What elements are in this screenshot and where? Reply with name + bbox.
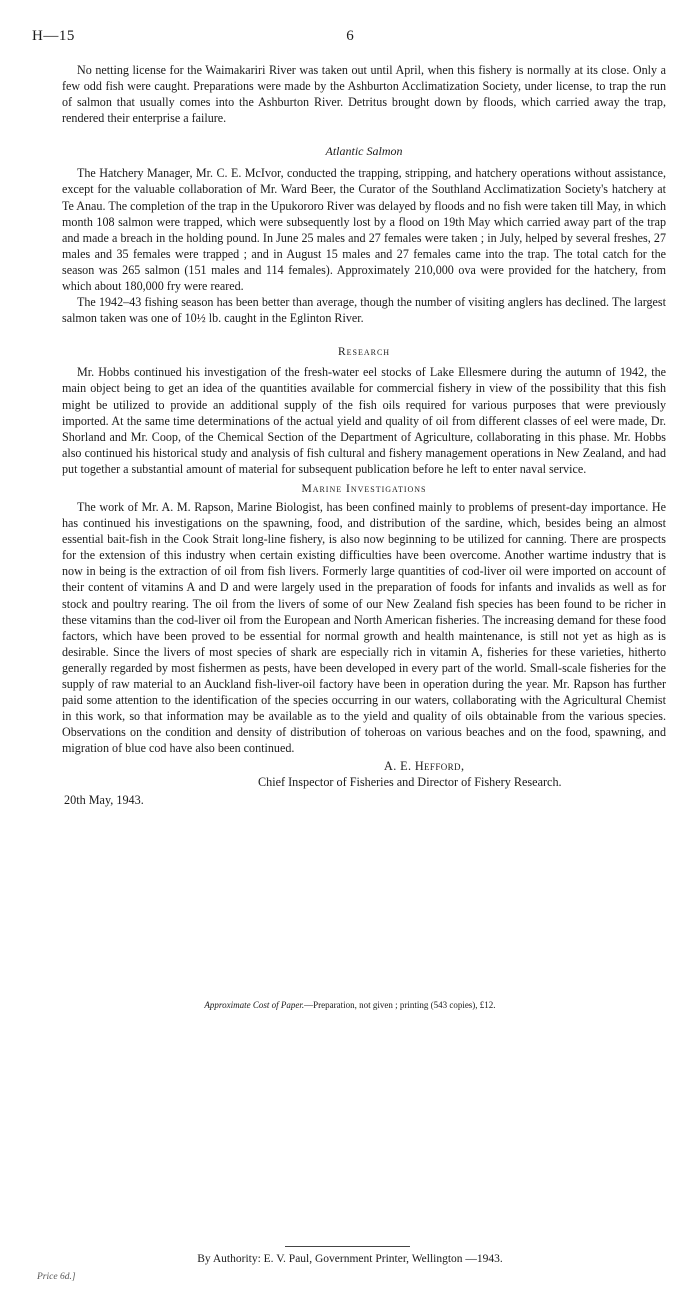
authority-line: By Authority: E. V. Paul, Government Printer, Wellington —1943. (197, 1253, 503, 1265)
document-body (62, 62, 666, 808)
document-reference: H—15 (32, 28, 75, 44)
signature-title: Chief Inspector of Fisheries and Director of Fishery Research. (258, 775, 562, 790)
cost-text: —Preparation, not given ; printing (543 copies), £12. (304, 1000, 496, 1010)
signature-name: A. E. Hefford, (384, 759, 465, 774)
cost-note (0, 1000, 700, 1010)
paragraph-research-1: Mr. Hobbs continued his investigation of the fresh-water eel stocks of Lake Ellesmere during the autumn of 1942, the main object being to get an idea of the quantities available for commercial fishery in view of the possibility that this fish might be utilized to provide an additional supply of the fish oils required for various purposes that were previously imported. At the same time determinations of the actual yield and quality of oil from different classes of eel were made, Dr. Shorland and Mr. Coop, of the Chemical Section of the Department of Agriculture, collaborating in this phase. Mr. Hobbs also continued his historical study and analysis of fish cultural and fishery management operations in New Zealand, and had put together a substantial amount of material for subsequent publication before he left to enter naval service. (62, 365, 666, 476)
section-heading-research: Research (337, 346, 391, 359)
page-number: 6 (346, 28, 354, 44)
section-heading-marine-investigations: Marine Investigations (301, 482, 427, 495)
paragraph-netting: No netting license for the Waimakariri River was taken out until April, when this fishery is normally at its close. Only a few odd fish were caught. Preparations were made by the Ashburton Acclimatization Society, under license, to trap the run of salmon that usually comes into the Ashburton River. Detritus brought down by floods, which carried away the trap, rendered their enterprise a failure. (62, 63, 666, 126)
paragraph-atlantic-1: The Hatchery Manager, Mr. C. E. McIvor, conducted the trapping, stripping, and hatchery operations without assistance, except for the valuable collaboration of Mr. Ward Beer, the Curator of the Southland Acclimatization Society's hatchery at Te Anau. The completion of the trap in the Upukororo River was delayed by floods and no fish were taken till May, in which month 108 salmon were trapped, which were subsequently lost by a flood on 19th May which carried away part of the trap and made a breach in the holding pound. In June 25 males and 27 females were taken ; in July, helped by several freshes, 27 males and 35 females were trapped ; and in August 15 males and 27 females came into the trap. The total catch for the season was 265 salmon (151 males and 114 females). Approximately 210,000 ova were provided for the hatchery, from which about 180,000 fry were reared. (62, 166, 666, 294)
paragraph-atlantic-2: The 1942–43 fishing season has been better than average, though the number of visiting anglers has declined. The largest salmon taken was one of 10½ lb. caught in the Eglinton River. (62, 295, 666, 326)
price-note: Price 6d.] (37, 1272, 76, 1282)
document-date: 20th May, 1943. (64, 793, 144, 808)
paragraph-marine-1: The work of Mr. A. M. Rapson, Marine Biologist, has been confined mainly to problems of present-day importance. He has continued his investigations on the spawning, food, and distribution of the sardine, which, besides being an almost essential bait-fish in the Cook Strait long-line fishery, is also now beginning to be utilized for canning. There are prospects for the extension of this industry when certain existing difficulties have been overcome. Another wartime industry that is now in being is the extraction of oil from fish livers. Formerly large quantities of cod-liver oil were imported on account of their content of vitamins A and D and were largely used in the preparation of foods for infants and invalids as well as for stock and poultry rearing. The oil from the livers of some of our New Zealand fish species has been found to be richer in these vitamins than the cod-liver oil from the European and North American fisheries. The increasing demand for these food factors, which have been proved to be essential for normal growth and health maintenance, is still not yet as high as is desirable. Since the livers of most species of shark are especially rich in vitamin A, fisheries for these varieties, hitherto generally regarded by most fishermen as pests, have been developed in every part of the world. Small-scale fisheries for the supply of raw material to an Auckland fish-liver-oil factory have been in operation during the year. Mr. Rapson has further paid some attention to the identification of the species occurring in our waters, collaborating with the Agricultural Chemist in this work, so that information may be available as to the yield and quality of oils obtainable from the various species. Observations on the condition and density of distribution of toheroas on various beaches and on the food, spawning, and migration of blue cod have also been continued. (62, 499, 666, 756)
page-header (32, 28, 668, 48)
footer-divider (285, 1246, 410, 1247)
cost-label: Approximate Cost of Paper. (204, 1000, 305, 1010)
section-heading-atlantic-salmon: Atlantic Salmon (325, 144, 403, 159)
